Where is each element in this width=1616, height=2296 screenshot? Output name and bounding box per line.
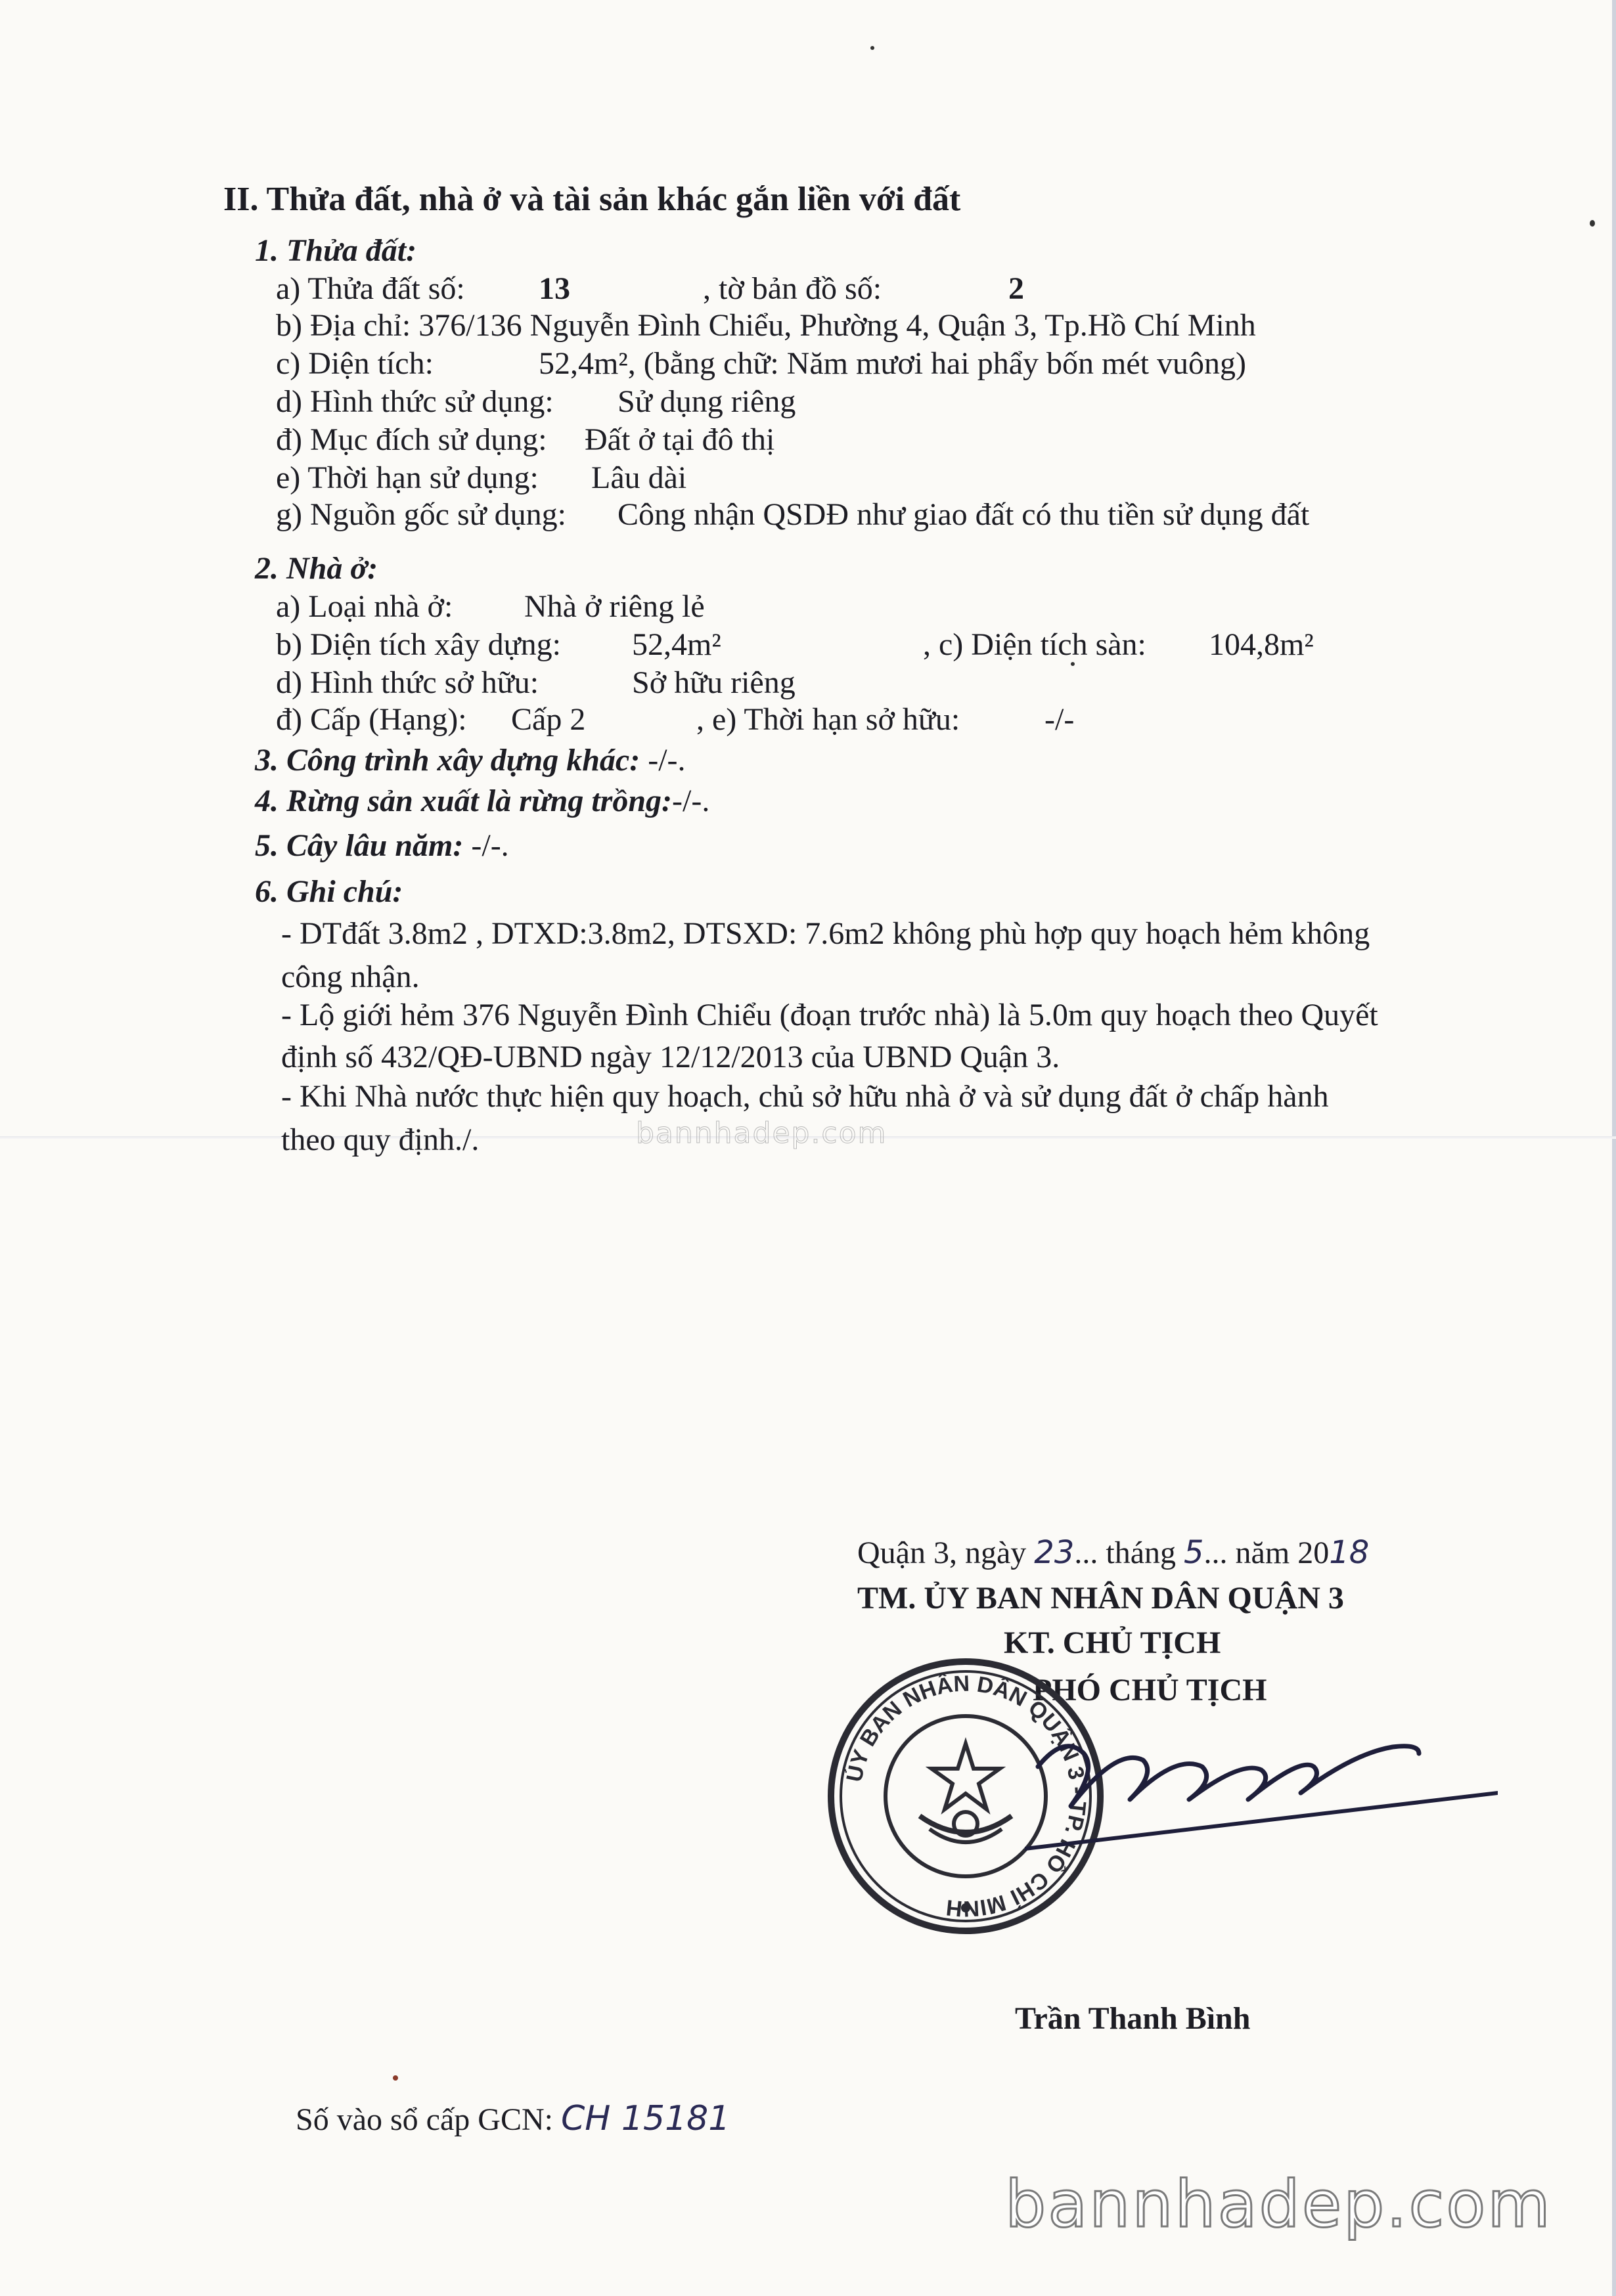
note-line-1: - DTđất 3.8m2 , DTXD:3.8m2, DTSXD: 7.6m2 không phù hợp quy hoạch hẻm không <box>281 916 1370 951</box>
land-area-value: 52,4m², (bằng chữ: Năm mươi hai phẩy bốn mét vuông) <box>539 346 1246 381</box>
date-day: 23 <box>1034 1534 1075 1571</box>
land-term-value: Lâu dài <box>591 460 687 495</box>
registry-label: Số vào sổ cấp GCN: <box>296 2102 553 2137</box>
map-sheet-value: 2 <box>1008 271 1024 306</box>
house-grade-value: Cấp 2 <box>511 702 586 737</box>
watermark-small: bannhadep.com <box>636 1116 887 1150</box>
land-purpose-label: đ) Mục đích sử dụng: <box>276 422 547 457</box>
land-purpose-value: Đất ở tại đô thị <box>585 422 775 457</box>
scan-speck <box>393 2075 398 2081</box>
house-grade-label: đ) Cấp (Hạng): <box>276 702 467 737</box>
other-construction-value: -/-. <box>640 743 686 778</box>
planted-forest-value: -/-. <box>672 784 710 818</box>
date-year-tail: 18 <box>1329 1534 1370 1571</box>
scan-speck <box>1071 662 1075 666</box>
signer-title-1: KT. CHỦ TỊCH <box>1004 1625 1221 1660</box>
signer-title-2: PHÓ CHỦ TỊCH <box>1033 1673 1267 1708</box>
other-construction <box>255 742 686 779</box>
registry-value: CH 15181 <box>560 2099 730 2138</box>
land-use-form-value: Sử dụng riêng <box>617 384 796 419</box>
issue-date: Quận 3, ngày 23... tháng 5... năm 2018 <box>857 1534 1370 1571</box>
land-use-form-label: d) Hình thức sử dụng: <box>276 384 554 419</box>
notes-heading: 6. Ghi chú: <box>255 874 403 909</box>
house-ownership-term-label: , e) Thời hạn sở hữu: <box>696 702 960 737</box>
section-title: II. Thửa đất, nhà ở và tài sản khác gắn liền với đất <box>223 181 961 218</box>
note-line-3: - Lộ giới hẻm 376 Nguyễn Đình Chiểu (đoạn trước nhà) là 5.0m quy hoạch theo Quyết <box>281 998 1378 1032</box>
handwritten-signature <box>1025 1694 1498 1865</box>
house-ownership-label: d) Hình thức sở hữu: <box>276 665 539 700</box>
house-build-area-label: b) Diện tích xây dựng: <box>276 627 561 662</box>
note-line-5: - Khi Nhà nước thực hiện quy hoạch, chủ sở hữu nhà ở và sử dụng đất ở chấp hành <box>281 1079 1329 1114</box>
house-ownership-value: Sở hữu riêng <box>632 665 796 700</box>
land-term-label: e) Thời hạn sử dụng: <box>276 460 539 495</box>
land-origin-value: Công nhận QSDĐ như giao đất có thu tiền sử dụng đất <box>617 497 1310 532</box>
seal-ring-textpath: ỦY BAN NHÂN DÂN QUẬN 3 - TP. HỒ CHÍ MINH <box>842 1671 1091 1922</box>
other-construction-label: 3. Công trình xây dựng khác: <box>255 743 640 778</box>
map-sheet-label: , tờ bản đồ số: <box>703 271 882 306</box>
land-area-label: c) Diện tích: <box>276 346 434 381</box>
note-line-6: theo quy định./. <box>281 1122 480 1157</box>
watermark-large: bannhadep.com <box>1005 2167 1552 2242</box>
house-floor-area-label: , c) Diện tích sàn: <box>923 627 1146 662</box>
scan-edge <box>1612 0 1616 2296</box>
house-build-area-value: 52,4m² <box>632 627 721 662</box>
perennial-trees <box>255 828 509 864</box>
note-line-2: công nhận. <box>281 960 420 994</box>
planted-forest <box>255 783 709 820</box>
planted-forest-label: 4. Rừng sản xuất là rừng trồng: <box>255 784 673 818</box>
year-label: năm 20 <box>1235 1535 1330 1570</box>
note-line-4: định số 432/QĐ-UBND ngày 12/12/2013 của UBND Quận 3. <box>281 1040 1060 1074</box>
house-type-value: Nhà ở riêng lẻ <box>524 589 705 624</box>
house-heading: 2. Nhà ở: <box>255 551 378 586</box>
registry-number <box>296 2100 730 2138</box>
house-floor-area-value: 104,8m² <box>1209 627 1314 662</box>
date-prefix: Quận 3, ngày <box>857 1535 1027 1570</box>
issuing-organization: TM. ỦY BAN NHÂN DÂN QUẬN 3 <box>857 1581 1344 1616</box>
land-heading: 1. Thửa đất: <box>255 233 417 268</box>
house-type-label: a) Loại nhà ở: <box>276 589 453 624</box>
land-address: b) Địa chỉ: 376/136 Nguyễn Đình Chiểu, Phường 4, Quận 3, Tp.Hồ Chí Minh <box>276 308 1256 343</box>
scan-speck <box>1590 220 1595 227</box>
land-origin-label: g) Nguồn gốc sử dụng: <box>276 497 566 532</box>
signer-name: Trần Thanh Bình <box>1015 2001 1251 2036</box>
perennial-trees-label: 5. Cây lâu năm: <box>255 828 464 863</box>
date-month: 5 <box>1184 1534 1204 1571</box>
house-ownership-term-value: -/- <box>1044 702 1075 737</box>
land-number-label: a) Thửa đất số: <box>276 271 465 306</box>
land-number-value: 13 <box>539 271 570 306</box>
month-label: tháng <box>1106 1535 1176 1570</box>
scan-speck <box>870 46 874 50</box>
perennial-trees-value: -/-. <box>463 828 509 863</box>
